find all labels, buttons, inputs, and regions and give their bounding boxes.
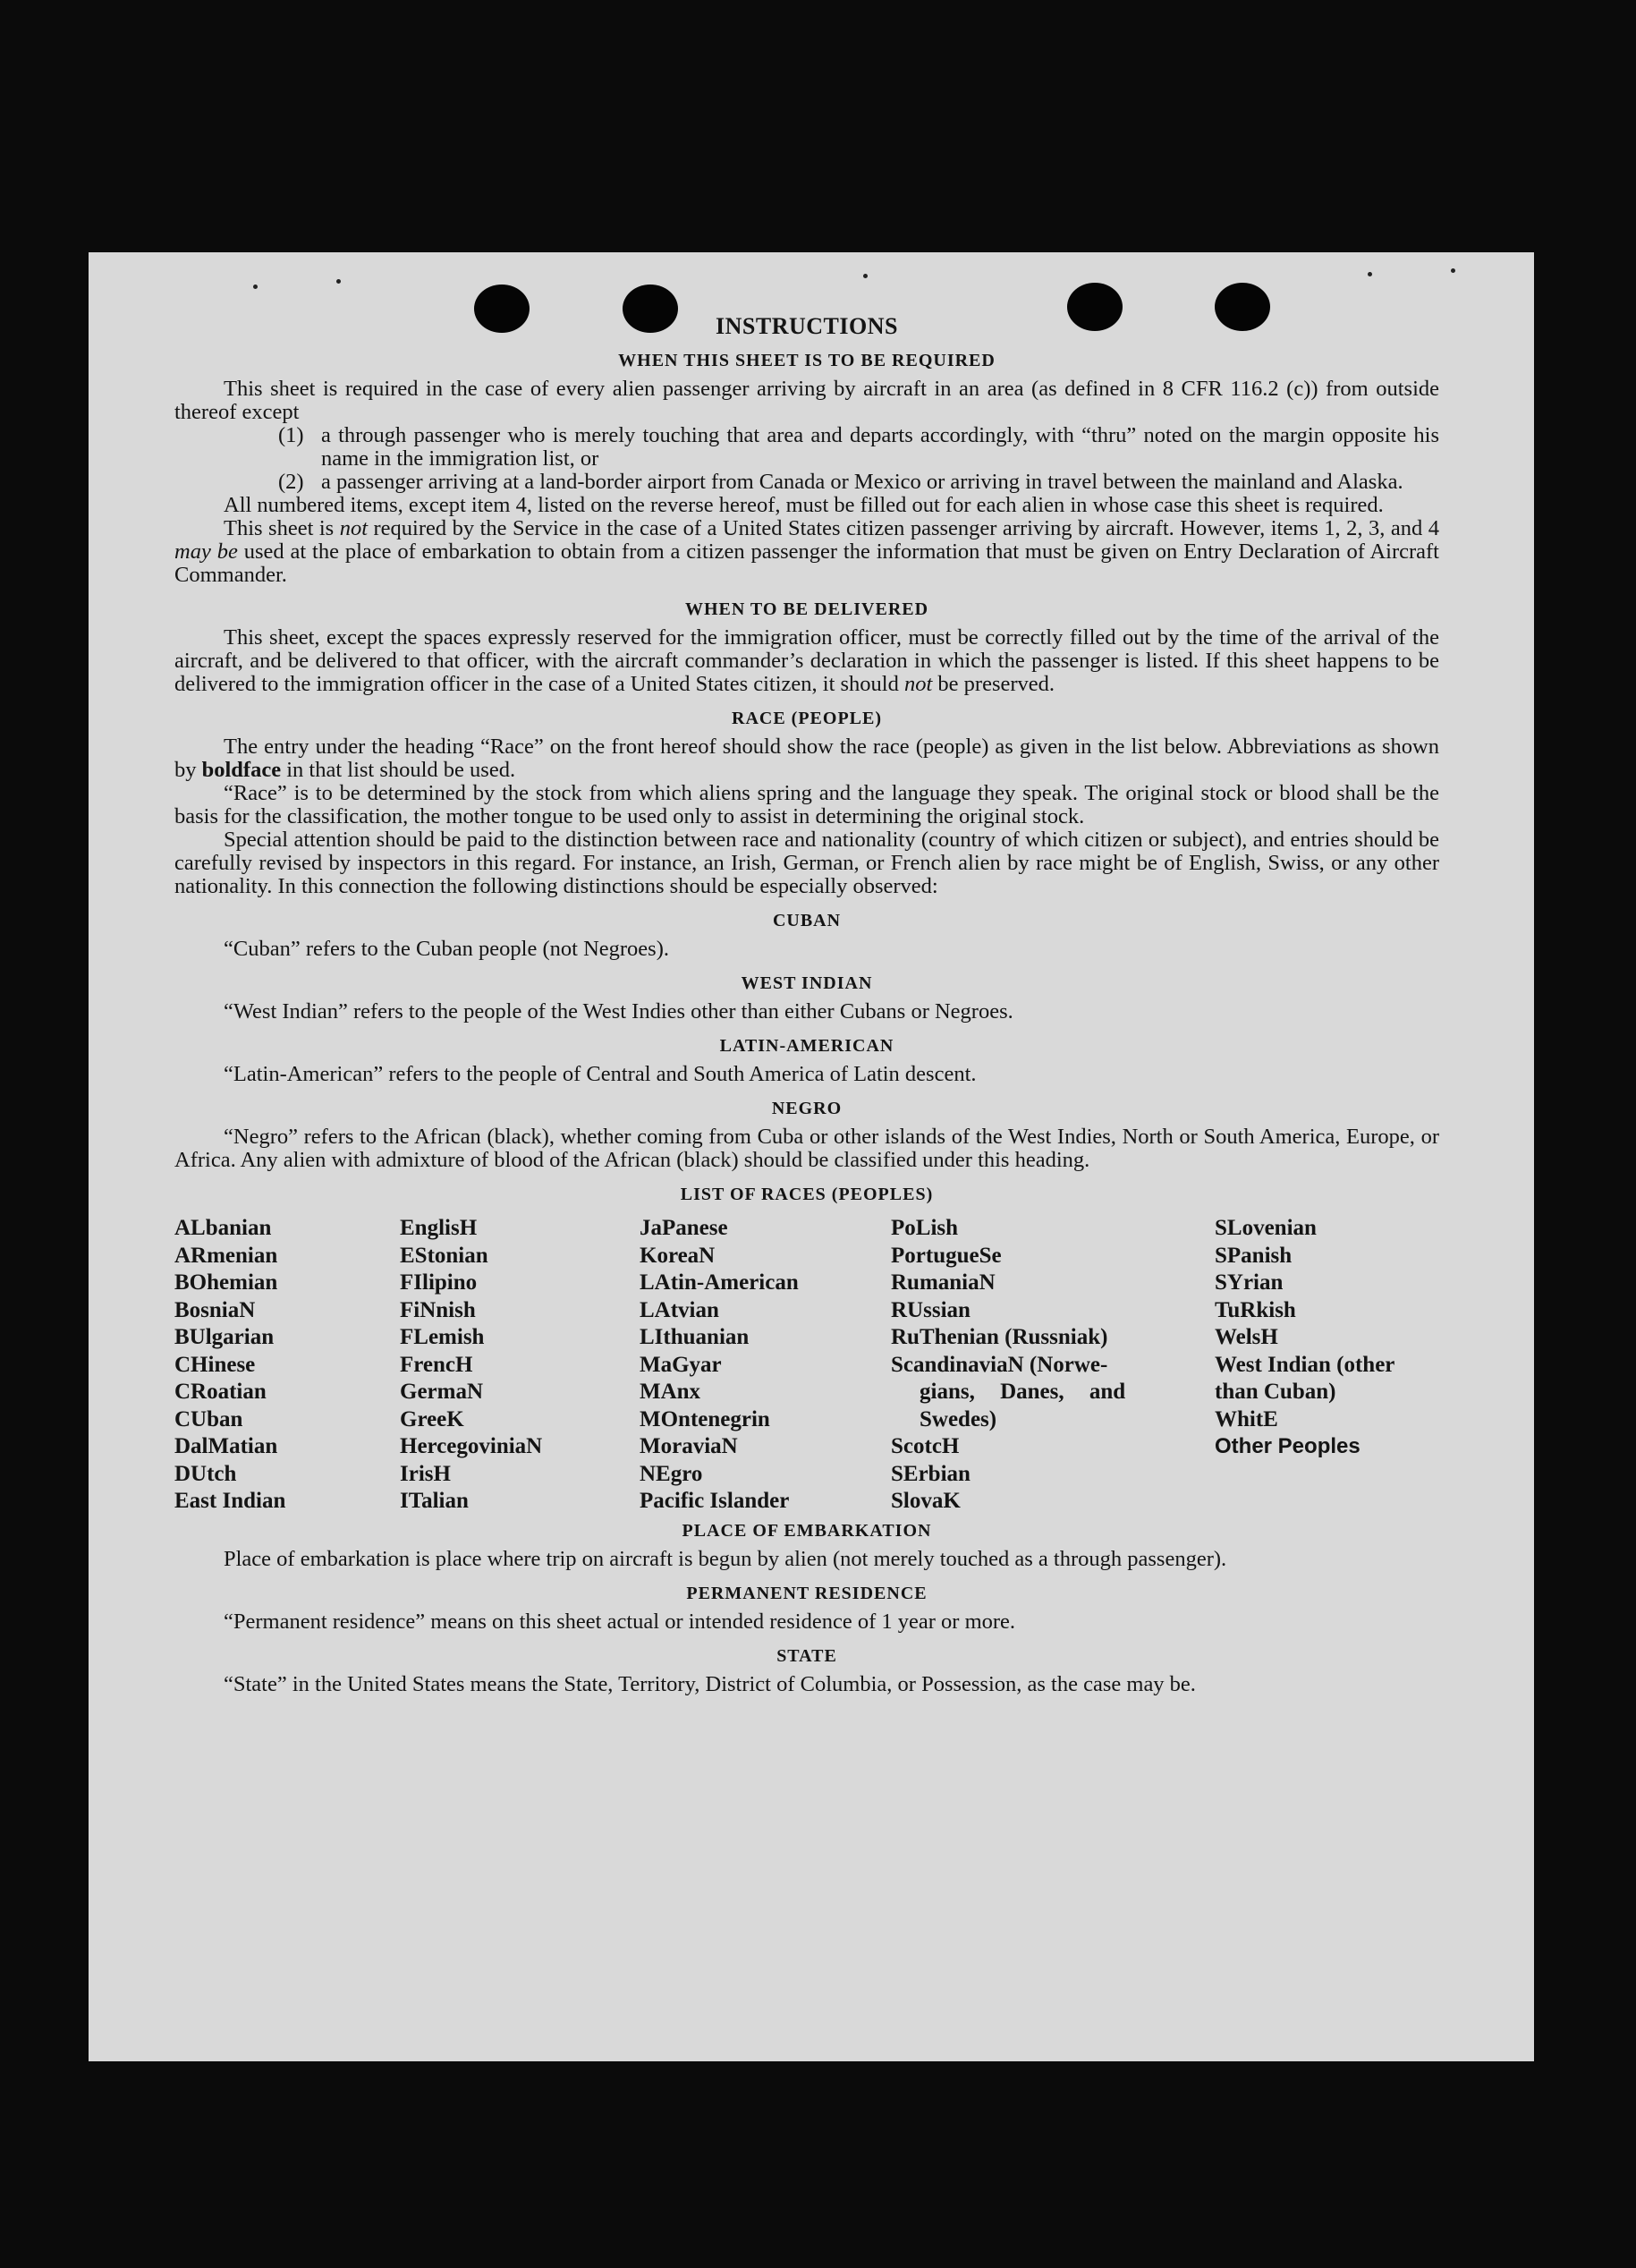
heading-residence: PERMANENT RESIDENCE: [686, 1583, 928, 1603]
item-text: a passenger arriving at a land-border airport from Canada or Mexico or arriving in travel between the mainland and Alaska.: [321, 470, 1403, 494]
speck: [253, 285, 258, 289]
race-entry: PoLish: [891, 1216, 959, 1240]
race-entry: DUtch: [174, 1461, 237, 1486]
document-sheet: [89, 252, 1534, 2061]
race-entry: PortugueSe: [891, 1243, 1002, 1268]
race-entry: BosniaN: [174, 1297, 256, 1322]
races-column-4: [891, 1215, 1215, 1516]
heading-latin-american: LATIN-AMERICAN: [719, 1036, 894, 1056]
race-entry: MaGyar: [640, 1352, 722, 1377]
speck: [1451, 268, 1455, 273]
race-entry: ScotcH: [891, 1434, 960, 1458]
text-run: The entry under the heading “Race” on the front hereof should show the race (people) as given in the list below. Abbreviations as shown by: [174, 735, 1439, 782]
races-column-5: [1215, 1215, 1439, 1516]
paragraph-latin-american: “Latin-American” refers to the people of Central and South America of Latin descent.: [224, 1062, 977, 1086]
paragraph-race-1: [174, 735, 1439, 782]
race-entry: EnglisH: [400, 1216, 478, 1240]
text-run: This sheet, except the spaces expressly reserved for the immigration officer, must be correctly filled out by the time of the arrival of the aircraft, and be delivered to that officer, with the aircraft commander’s declaration in which the passenger is listed. If this sheet happens to be delivered to the immigration officer in the case of a United States citizen, it should: [174, 625, 1439, 696]
speck: [336, 279, 341, 284]
text-run: This sheet is: [224, 516, 340, 540]
races-column-3: [640, 1215, 891, 1516]
race-entry: SlovaK: [891, 1489, 961, 1513]
heading-cuban: CUBAN: [772, 911, 842, 930]
speck: [863, 274, 868, 278]
text-run: be preserved.: [932, 672, 1055, 696]
heading-embarkation: PLACE OF EMBARKATION: [682, 1520, 932, 1541]
race-entry: GreeK: [400, 1406, 464, 1431]
paragraph-required-3: [174, 517, 1439, 587]
paragraph-state: “State” in the United States means the State, Territory, District of Columbia, or Possession, as the case may be.: [224, 1671, 1196, 1696]
instructions-content: [174, 315, 1439, 1696]
race-entry: RUssian: [891, 1297, 971, 1322]
race-entry: FIlipino: [400, 1270, 478, 1295]
race-entry: WelsH: [1215, 1325, 1278, 1349]
race-entry-continued: Swedes): [920, 1406, 997, 1431]
race-entry: SErbian: [891, 1461, 971, 1486]
race-entry: HercegoviniaN: [400, 1434, 543, 1458]
race-entry: ITalian: [400, 1489, 469, 1513]
race-entry: CRoatian: [174, 1380, 267, 1404]
paragraph-embarkation: Place of embarkation is place where trip on aircraft is begun by alien (not merely touched as a through passenger).: [224, 1546, 1227, 1571]
race-entry: ARmenian: [174, 1243, 278, 1268]
race-entry: GermaN: [400, 1380, 484, 1404]
race-entry: East Indian: [174, 1489, 286, 1513]
race-entry: MAnx: [640, 1380, 701, 1404]
race-entry: FLemish: [400, 1325, 485, 1349]
race-entry-scandinavian: ScandinaviaN (Norwe-: [891, 1352, 1108, 1377]
heading-required: WHEN THIS SHEET IS TO BE REQUIRED: [618, 351, 996, 370]
race-entry: FiNnish: [400, 1297, 476, 1322]
page-title: INSTRUCTIONS: [716, 313, 898, 339]
race-entry: CUban: [174, 1406, 243, 1431]
list-item: [174, 424, 1439, 471]
race-entry: RumaniaN: [891, 1270, 996, 1295]
paragraph-race-2: “Race” is to be determined by the stock from which aliens spring and the language they speak. The original stock or blood shall be the basis for the classification, the mother tongue to be used only to assist in determining the original stock.: [174, 781, 1439, 828]
race-entry: SLovenian: [1215, 1216, 1317, 1240]
heading-race: RACE (PEOPLE): [732, 709, 882, 728]
paragraph-delivered: [174, 626, 1439, 696]
paragraph-negro: “Negro” refers to the African (black), whether coming from Cuba or other islands of the West Indies, North or South America, Europe, or Africa. Any alien with admixture of blood of the African (black) should be classified under this heading.: [174, 1125, 1439, 1172]
race-entry: SPanish: [1215, 1243, 1293, 1268]
heading-negro: NEGRO: [771, 1099, 843, 1118]
race-entry: JaPanese: [640, 1216, 728, 1240]
race-entry: KoreaN: [640, 1243, 716, 1268]
race-entry: NEgro: [640, 1461, 703, 1486]
text-emphasis: may be: [174, 539, 238, 564]
race-entry: LAtin-American: [640, 1270, 799, 1295]
race-entry: Pacific Islander: [640, 1489, 790, 1513]
text-emphasis: not: [903, 672, 933, 696]
race-entry: MOntenegrin: [640, 1406, 770, 1431]
race-entry: CHinese: [174, 1352, 256, 1377]
paragraph-required-2: All numbered items, except item 4, listed on the reverse hereof, must be filled out for each alien in whose case this sheet is required.: [224, 493, 1384, 517]
heading-state: STATE: [776, 1645, 837, 1666]
race-entry: BUlgarian: [174, 1325, 275, 1349]
race-entry: BOhemian: [174, 1270, 278, 1295]
race-entry: ALbanian: [174, 1216, 272, 1240]
list-item: [174, 471, 1439, 494]
race-entry: DalMatian: [174, 1434, 278, 1458]
race-entry: WhitE: [1215, 1406, 1278, 1431]
race-entry: IrisH: [400, 1461, 451, 1486]
race-entry-west-indian: West Indian (other: [1215, 1352, 1395, 1377]
speck: [1368, 272, 1372, 276]
races-column-2: [400, 1215, 640, 1516]
race-entry-continued: than Cuban): [1215, 1380, 1336, 1404]
race-entry: FrencH: [400, 1352, 473, 1377]
races-list: [174, 1215, 1439, 1516]
heading-list-of-races: LIST OF RACES (PEOPLES): [680, 1185, 934, 1204]
item-number: (1): [278, 423, 304, 447]
race-entry: TuRkish: [1215, 1297, 1296, 1322]
paragraph-residence: “Permanent residence” means on this sheet actual or intended residence of 1 year or more.: [224, 1609, 1016, 1634]
race-entry-continued: gians, Danes, and: [920, 1380, 1126, 1404]
paragraph-race-3: Special attention should be paid to the distinction between race and nationality (country of which citizen or subject), and entries should be carefully revised by inspectors in this regard. For instance, an Irish, German, or French alien by race might be of English, Swiss, or any other nationality. In this connection the following distinctions should be especially observed:: [174, 828, 1439, 898]
paragraph-west-indian: “West Indian” refers to the people of the West Indies other than either Cubans or Negroes.: [224, 999, 1013, 1024]
paragraph-cuban: “Cuban” refers to the Cuban people (not Negroes).: [224, 937, 669, 961]
race-entry: LIthuanian: [640, 1325, 750, 1349]
race-entry: LAtvian: [640, 1297, 719, 1322]
text-emphasis: not: [339, 516, 369, 540]
text-run: required by the Service in the case of a United States citizen passenger arriving by aircraft. However, items 1, 2, 3, and 4: [368, 516, 1439, 540]
text-run: in that list should be used.: [281, 758, 516, 782]
race-entry: RuThenian (Russniak): [891, 1325, 1108, 1349]
race-entry: EStonian: [400, 1243, 488, 1268]
races-column-1: [174, 1215, 400, 1516]
race-entry: Other Peoples: [1215, 1434, 1361, 1458]
heading-delivered: WHEN TO BE DELIVERED: [684, 599, 929, 619]
item-number: (2): [278, 470, 304, 494]
race-entry: MoraviaN: [640, 1434, 738, 1458]
text-bold: boldface: [201, 758, 282, 782]
paragraph-required-1: This sheet is required in the case of every alien passenger arriving by aircraft in an area (as defined in 8 CFR 116.2 (c)) from outside thereof except: [174, 377, 1439, 424]
text-run: used at the place of embarkation to obtain from a citizen passenger the information that must be given on Entry Declaration of Aircraft Commander.: [174, 539, 1439, 587]
heading-west-indian: WEST INDIAN: [741, 973, 873, 993]
item-text: a through passenger who is merely touching that area and departs accordingly, with “thru” noted on the margin opposite his name in the immigration list, or: [321, 423, 1439, 471]
race-entry: SYrian: [1215, 1270, 1284, 1295]
